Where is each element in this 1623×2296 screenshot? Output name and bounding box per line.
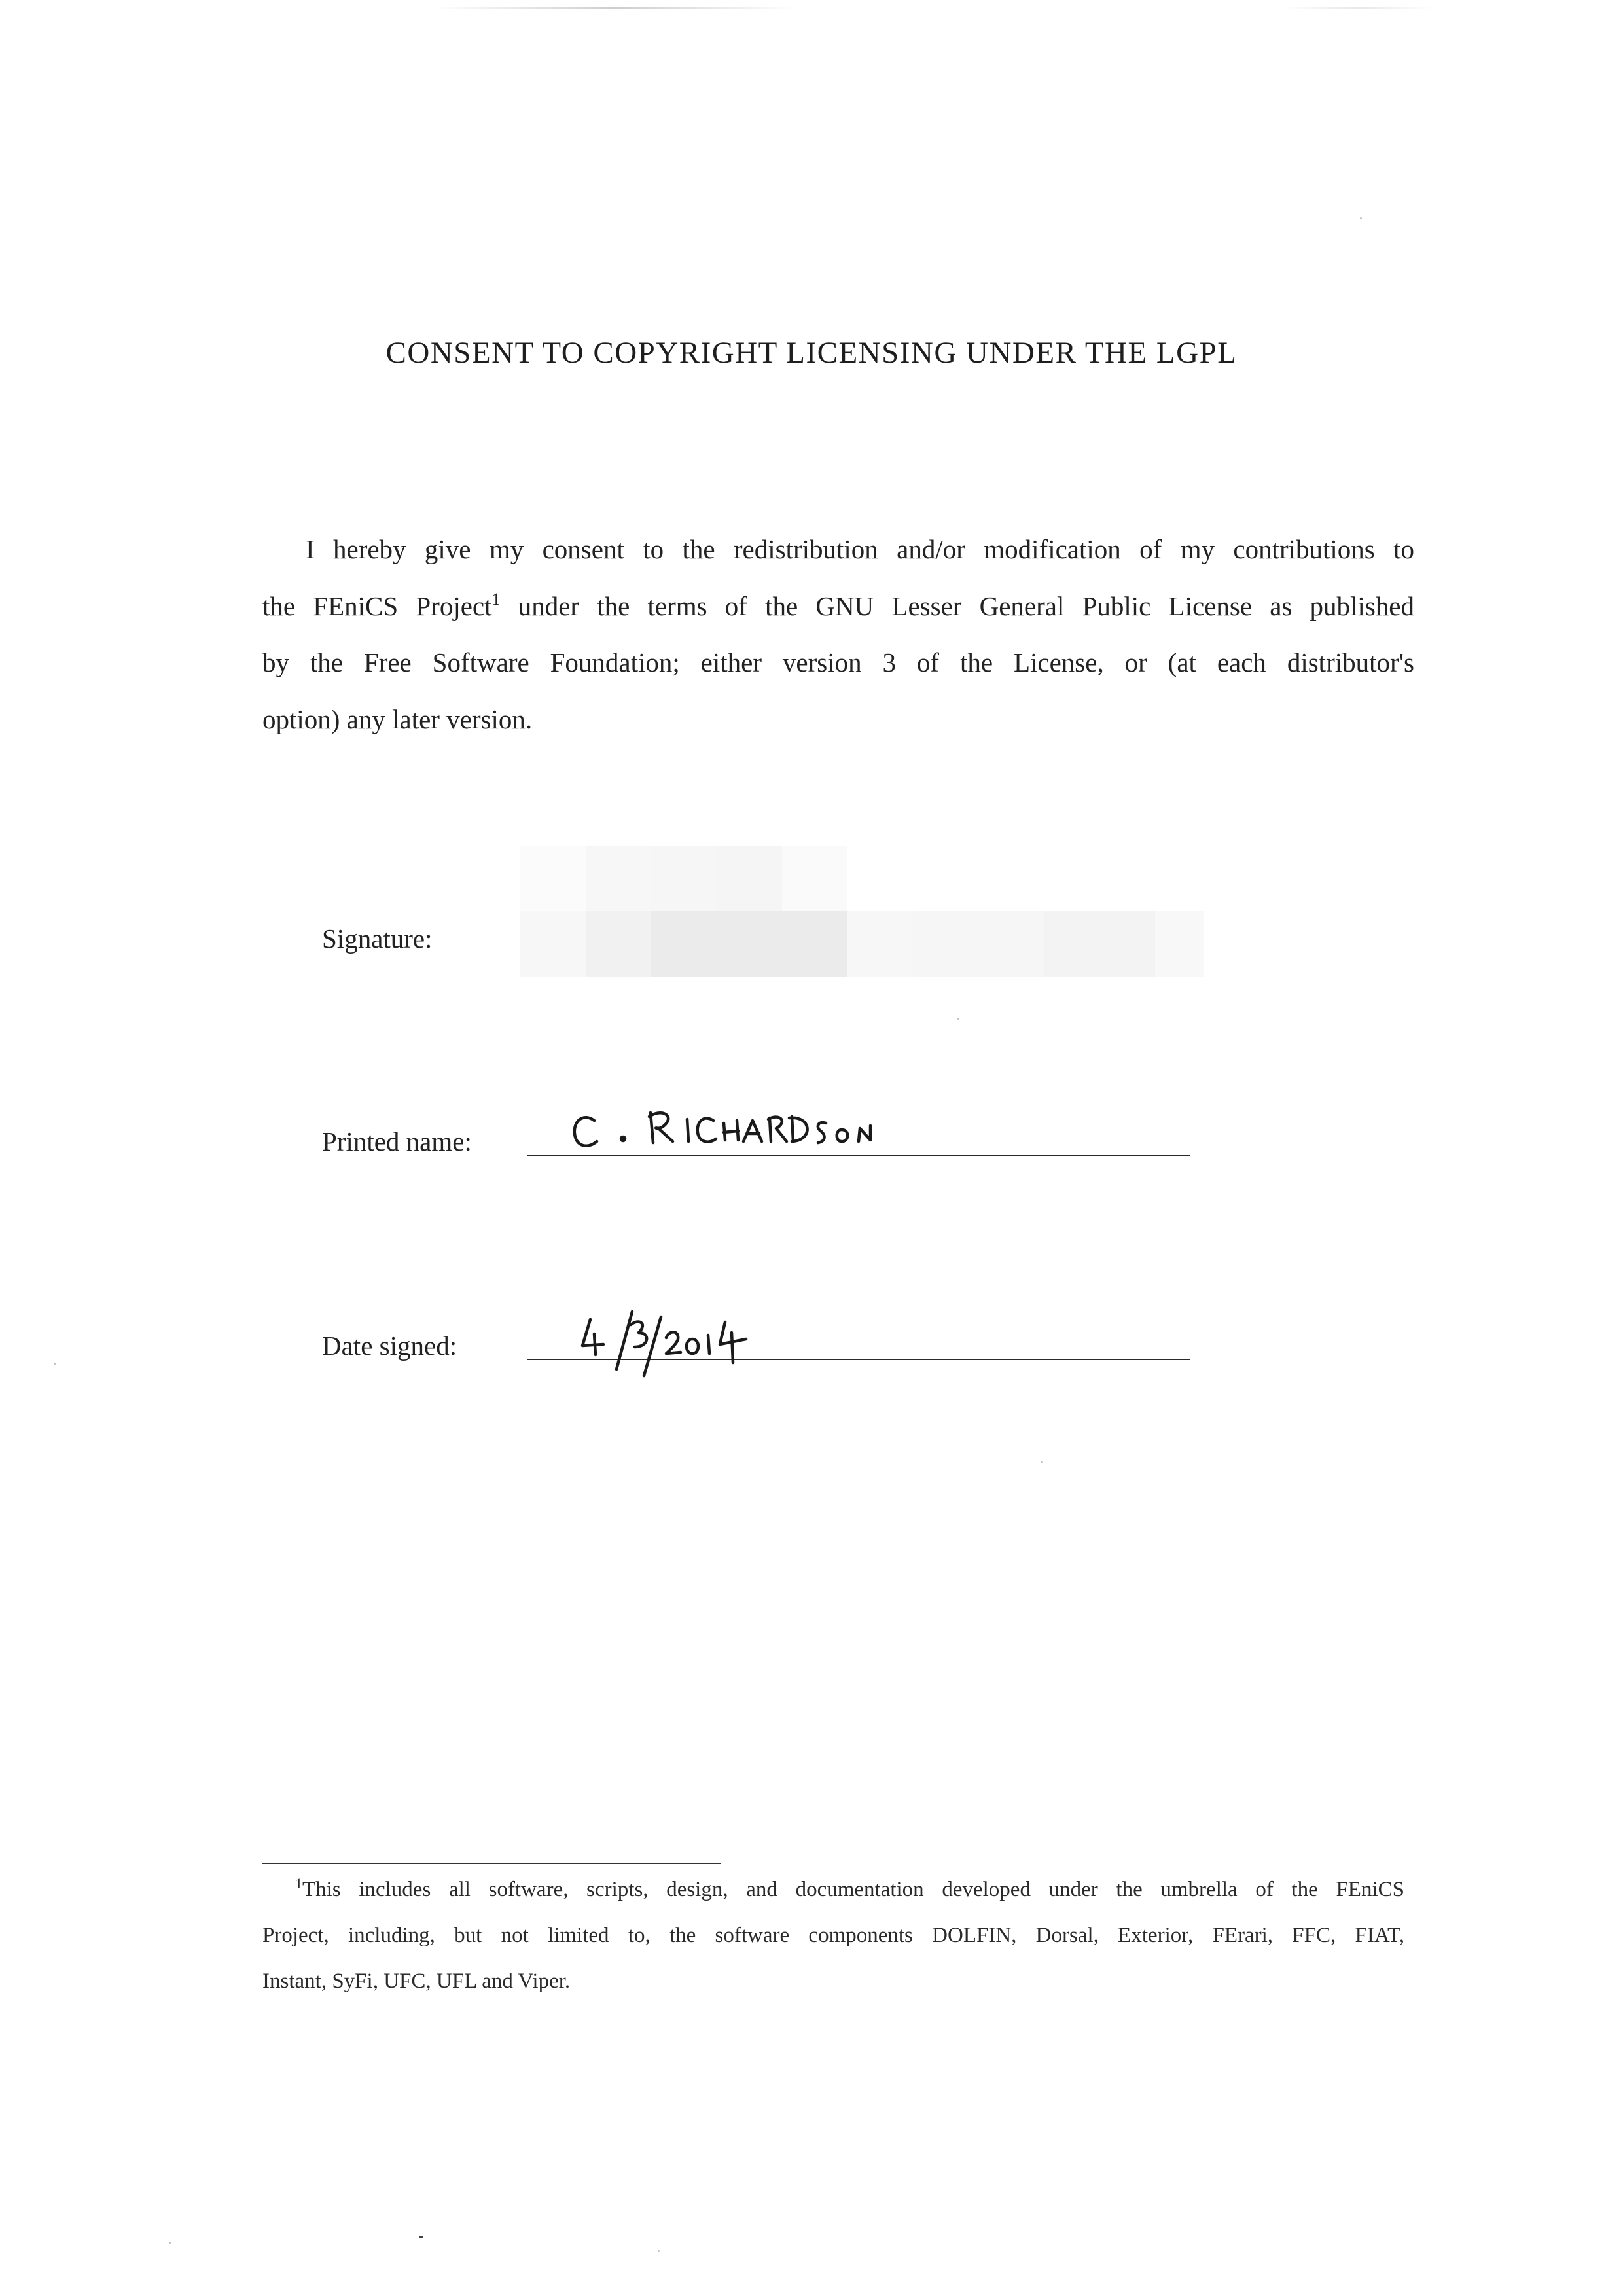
consent-line-4: option) any later version. [262, 704, 533, 734]
printed-name-label: Printed name: [322, 1126, 472, 1157]
footnote [262, 1867, 1404, 2004]
printed-name-handwriting [575, 1113, 870, 1146]
signature-label: Signature: [322, 924, 433, 954]
footnote-line-3: Instant, SyFi, UFC, UFL and Viper. [262, 1969, 571, 1993]
footnote-line-2: Project, including, but not limited to, the software components DOLFIN, Dorsal, Exterior, FErari, FFC, FIAT, [262, 1924, 1404, 1947]
footnote-rule [262, 1863, 721, 1864]
footnote-reference: 1 [491, 589, 501, 609]
date-signed-label: Date signed: [322, 1331, 457, 1361]
consent-line-3: by the Free Software Foundation; either version 3 of the License, or (at each distributor's [262, 647, 1414, 677]
footnote-line-1-text: This includes all software, scripts, design, and documentation developed under the umbrella of the FEniCS [302, 1878, 1404, 1901]
footnote-marker: 1 [295, 1875, 302, 1892]
consent-line-2-start: the FEniCS Project [262, 590, 492, 621]
consent-line-2-end: under the terms of the GNU Lesser General Public License as published [500, 590, 1414, 621]
consent-line-1: I hereby give my consent to the redistribution and/or modification of my contributions to [306, 534, 1414, 564]
document-title: CONSENT TO COPYRIGHT LICENSING UNDER THE LGPL [385, 336, 1238, 370]
footnote-line-1 [262, 1867, 1404, 1912]
date-signed-handwriting [582, 1312, 746, 1376]
